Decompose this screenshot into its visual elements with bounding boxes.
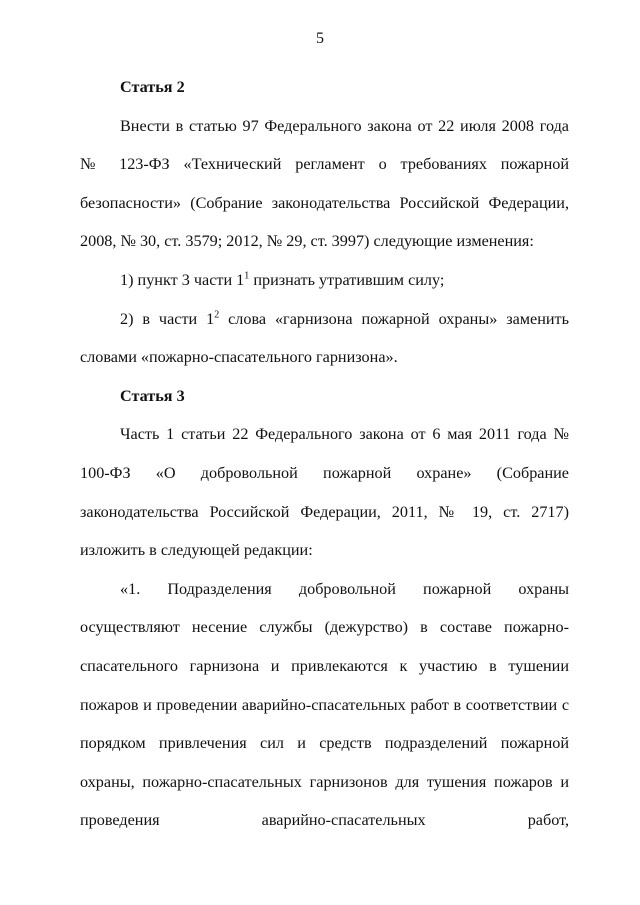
item-1-text-end: признать утратившим силу; <box>249 270 445 289</box>
item-2-superscript: 2 <box>214 309 220 321</box>
article-3-heading: Статья 3 <box>120 386 185 405</box>
article-2-intro: Внести в статью 97 Федерального закона от 22 июля 2008 года № 123-ФЗ «Технический регламент о требованиях пожарной безопасности» (Собрание законодательства Российской Федерации, 2008, № 30, ст. 3579; 2012, № 29, ст. 3997) следующие изменения: <box>80 116 569 251</box>
item-1-superscript: 1 <box>244 270 250 282</box>
document-body <box>80 68 569 840</box>
item-2-text-end: слова «гарнизона пожарной охраны» заменить словами «пожарно-спасательного гарнизона». <box>80 309 569 367</box>
article-2-heading: Статья 2 <box>120 78 185 96</box>
article-3-quote: «1. Подразделения добровольной пожарной охраны осуществляют несение службы (дежурство) в составе пожарно-спасательного гарнизона и привлекаются к участию в тушении пожаров и проведении аварийно-спасательных работ в соответствии с порядком привлечения сил и средств подразделений пожарной охраны, пожарно-спасательных гарнизонов для тушения пожаров и проведения аварийно-спасательных работ, <box>80 579 569 830</box>
item-2-text: 2) в части 1 <box>120 309 215 328</box>
item-1-text: 1) пункт 3 части 1 <box>120 270 245 289</box>
article-2-item-2 <box>80 300 569 377</box>
page-number: 5 <box>316 30 324 47</box>
article-3-intro: Часть 1 статьи 22 Федерального закона от 6 мая 2011 года № 100-ФЗ «О добровольной пожарной охране» (Собрание законодательства Российской Федерации, 2011, № 19, ст. 2717) изложить в следующей редакции: <box>80 425 569 560</box>
article-2-item-1 <box>80 261 569 300</box>
